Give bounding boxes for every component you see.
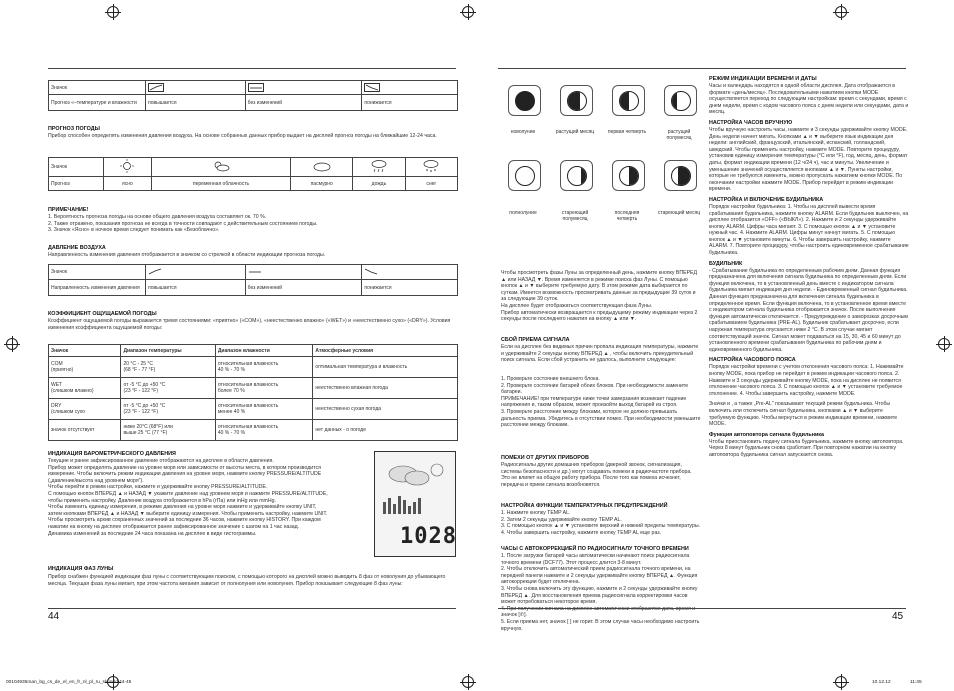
table-label: Значок (49, 81, 146, 95)
table-cell: относительная влажность более 70 % (215, 378, 313, 399)
page-number: 45 (892, 611, 904, 622)
column-header: Значок (49, 345, 121, 357)
column-header: Диапазон температуры (121, 345, 215, 357)
list-item: 1. Нажмите кнопку TEMP AL. (501, 510, 571, 516)
moon-waxing-crescent-icon (560, 85, 593, 116)
list-item: 2. Затем 2 секунды удерживайте кнопку TEMP AL. (501, 516, 622, 523)
temp-alarm-list (501, 510, 701, 536)
bottom-rule (498, 608, 906, 609)
text-line: Чтобы просмотреть архив сохраненных значений за последние 36 часов, нажмите кнопку HISTORY. При каждом (48, 517, 321, 524)
list-item: 5. Если приема нет, значок [ ] не горит. В этом случае часы необходимо настроить вручную. (501, 618, 700, 632)
rain-icon (353, 158, 405, 177)
forecast-table (48, 157, 458, 191)
sun-icon (104, 158, 152, 177)
section-title: ИНДИКАЦИЯ ФАЗ ЛУНЫ (48, 566, 114, 572)
section-title: НАСТРОЙКА ЧАСОВ ВРУЧНУЮ (709, 119, 793, 126)
text-line: Чтобы перейти в режим настройки, нажмите и удерживайте кнопку PRESSURE/ALTITUDE. (48, 484, 268, 491)
moon-phase-label: растущий месяц (555, 129, 595, 135)
paragraph: Чтобы просмотреть фазы Луны за определенный день, нажмите кнопку ВПЕРЕД ▲ или НАЗАД ▼. Время изменяется в режиме поиска фаз Луны. С помощью кнопок ▲ и ▼ выберите требуемую дату. В этом режиме дата выбирается по суткам. Имеется возможность просматривать данные за предыдущие 39 суток и за следующие 39 суток. (501, 270, 698, 303)
list-item: ПРИМЕЧАНИЕ! при температуре ниже точки замерзания возникает падение напряжения и, таким образом, может произойти выход батарей из строя. (501, 395, 687, 409)
section-title: НАСТРОЙКА ФУНКЦИИ ТЕМПЕРАТУРНЫХ ПРЕДУПРЕЖДЕНИЙ (501, 503, 668, 509)
section-title: ДАВЛЕНИЕ ВОЗДУХА (48, 245, 106, 251)
table-cell: относительная влажность 40 % - 70 % (215, 420, 313, 441)
paragraph: Коэффициент ощущаемой погоды выражается тремя состояниями: «приятно» («COM»), «неестественно влажно» («WET») и «неестественно сухо» («DRY»). Условия изменения коэффициента ощущаемой погоды: (48, 318, 451, 331)
comfort-table (48, 344, 458, 441)
table-cell: 20 °C - 25 °C (68 °F - 77 °F) (121, 357, 215, 378)
table-cell: относительная влажность 40 % - 70 % (215, 357, 313, 378)
section-title: НАСТРОЙКА ЧАСОВОГО ПОЯСА (709, 357, 796, 364)
arrow-down-icon (362, 265, 458, 280)
table-label: Прогноз (49, 177, 104, 191)
list-item: 3. Проверьте расстояние между блоками, которое не должно превышать дальность приема. Убедитесь в отсутствии помех. При необходимости уменьшите расстояние между блоками. (501, 408, 701, 429)
table-row (49, 399, 458, 420)
list-item: 2. Проверьте состояние батарей обоих блоков. При необходимости замените батареи. (501, 382, 689, 396)
paragraph: На дисплее будет отображаться соответствующая фаза Луны. (501, 302, 653, 309)
moon-phase-label: растущий полумесяц (666, 129, 692, 141)
section-title: ИНДИКАЦИЯ БАРОМЕТРИЧЕСКОГО ДАВЛЕНИЯ (48, 451, 176, 457)
text-line: Динамика изменений за последние 24 часа показана на дисплее в виде гистограммы. (48, 530, 257, 537)
text-line: Прибор может определять давление на уровне моря или зависимости от высоты места, в котором производится (48, 464, 321, 471)
slug-date: 10.12.12 (872, 680, 891, 685)
moon-phase-instructions (501, 270, 701, 323)
slug-time: 11:45 (910, 680, 922, 685)
table-cell: от -5 °C до +50 °C (23 °F - 122 °F) (121, 399, 215, 420)
table-label: Значок (49, 158, 104, 177)
moon-phase-label: первая четверть (607, 129, 647, 135)
file-slug: 00104935man_bg_cs_de_el_en_fr_nl_pl_ru_sk.indd 44-45 (6, 680, 132, 685)
trend-up-icon (146, 81, 246, 95)
trend-table (48, 80, 458, 111)
moon-new-icon (508, 85, 541, 116)
paragraph: Порядок настройки будильника: 1. Чтобы на дисплей вывести время срабатывания будильника, нажмите кнопку ALARM. Если будильник выключен, на дисплее отобразится «OFF» («ВЫКЛ»). 2. Нажмите и 2 секунды удерживайте кнопку ALARM. Цифры часа мигают. 3. С помощью кнопок ▲ и ▼ установите нужный час. 4. Нажмите ALARM. Цифры минут начнут мигать. 5. С помощью кнопок ▲ и ▼ установите минуты. 6. Чтобы завершить настройку, нажмите ALARM. 7. Повторите процедуру, чтобы настроить единовременное срабатывание будильника. (709, 203, 909, 257)
table-cell: повышается (146, 95, 246, 111)
list-item: 4. Чтобы завершить настройку, нажмите кнопку TEMP AL еще раз. (501, 529, 662, 536)
table-cell: WET (слишком влажно) (49, 378, 121, 399)
section-title: РЕЖИМ ИНДИКАЦИИ ВРЕМЕНИ И ДАТЫ (709, 76, 817, 82)
table-row (49, 420, 458, 441)
text-line: С помощью кнопок ВПЕРЕД ▲ и НАЗАД ▼ укажите давление над уровнем моря и нажмите PRESSURE/ALTITUDE, (48, 490, 328, 497)
paragraph: Радиосигналы других домашних приборов (дверной звонок, сигнализация, системы безопасности и др.) могут создавать помехи в радиочастоте прибора. Это не влияет на общую работу прибора. После того как помеха исчезнет, передача и прием сигнала возобновятся. (501, 462, 692, 488)
text-line: чтобы применить настройку. Давление воздуха отображается в hPa (гПа) или inHg или mmHg. (48, 497, 276, 504)
column-header: Диапазон влажности (215, 345, 313, 357)
moon-phase-label: новолуние (510, 129, 536, 135)
text-line: затем кнопками ВПЕРЕД ▲ и НАЗАД ▼ выберите единицу измерения. Чтобы применить настройку, нажмите UNIT. (48, 510, 328, 517)
paragraph: Прибор снабжен функцией индикации фаз луны с соответствующим поиском, с помощью которого на дисплей можно выводить 8 фаз от новолуния до убывающего месяца. Текущая фаза луны мигает, при этом частота мигания зависит от полнолуния или новолуния. Прибор показывает следующие 8 фаз луны: (48, 574, 446, 587)
bottom-rule (48, 608, 456, 609)
table-cell: нет данных - о погоде (313, 420, 458, 441)
arrow-flat-icon (245, 265, 362, 280)
list-item: 3. С помощью кнопок ▲ и ▼ установите верхний и нижний пределы температуры. (501, 523, 701, 530)
moon-last-quarter-icon (612, 160, 645, 191)
paragraph: Чтобы вручную настроить часы, нажмите и 3 секунды удерживайте кнопку MODE. День недели начнет мигать. Кнопками ▲ и ▼ выберите язык индикации дня недели: английский, французский, итальянский, испанский, голландский, шведский. Чтобы применить настройку, нажмите MODE. Повторите процедуру, установив единицу измерения температуры (°C или °F), год, месяц, день, формат даты, формат индикации времени (12 ч/24 ч), час и минуты. Увеличение и уменьшение значений осуществляется кнопками ▲ и ▼. Пункты настройки, которые не требуются изменять, можно пропускать нажатием кнопки MODE. По окончании настройки нажмите MODE. Прибор перейдет в режим индикации времени. (709, 126, 908, 193)
trend-flat-icon (245, 81, 362, 95)
paragraph: Часы и календарь находятся в одной области дисплея. Дата отображается в формате «день/месяц». Последовательными нажатием кнопки MODE осуществляется переход по следующим настройкам: время с секундами, время с днем недели, время с кодом часового пояса с днем недели или секундами, дата и месяц. (709, 83, 909, 116)
paragraph: Если на дисплее без видимых причин пропала индикация температуры, нажмите и удерживайте 2 секунды кнопку ВПЕРЕД ▲ , чтобы включить принудительный поиск сигнала. Если сбой устранить не удалось, выполните следующее: (501, 344, 699, 364)
table-cell: пасмурно (291, 177, 353, 191)
list-item: 2. Чтобы отключить автоматический прием радиосигнала точного времени, на передней панели нажмите и 2 секунды удерживайте кнопку ВПЕРЕД ▲. Функция автокоррекции будет отключена. (501, 566, 698, 586)
list-item: 4. При получении сигнала на дисплее автоматически отобразятся дата, время и значок [✆]. (501, 605, 696, 619)
section-title: ПОМЕХИ ОТ ДРУГИХ ПРИБОРОВ (501, 455, 589, 461)
table-cell: значок отсутствует (49, 420, 121, 441)
radio-list (501, 553, 701, 632)
table-cell: переменная облачность (151, 177, 290, 191)
list-item: 1. Проверьте состояние внешнего блока. (501, 376, 600, 382)
column-header: Атмосферные условия (313, 345, 458, 357)
table-cell: неестественно сухая погода (313, 399, 458, 420)
table-cell: оптимальная температура и влажность (313, 357, 458, 378)
table-row (49, 378, 458, 399)
section-title: Функция автоповтора сигнала будильника (709, 431, 824, 438)
paragraph: Прибор автоматически возвращается к предыдущему режиму индикации через 2 секунды после последнего нажатия на кнопку ▲ или ▼. (501, 309, 698, 323)
moon-phase-label: последняя четверть (614, 210, 640, 222)
note-title: ПРИМЕЧАНИЕ! (48, 207, 89, 213)
moon-phase-label: стареющий месяц (657, 210, 701, 216)
list-item: 3. Чтобы снова включить эту функцию, нажмите и 2 секунды удерживайте кнопку ВПЕРЕД ▲. Для восстановления приема радиосигнала корректировки часов может потребоваться некоторое время. (501, 585, 698, 606)
moon-waning-crescent-icon (664, 160, 697, 191)
moon-waning-gibbous-icon (560, 160, 593, 191)
table-cell: дождь (353, 177, 405, 191)
signal-list (501, 376, 701, 429)
pressure-table (48, 264, 458, 296)
snow-icon (405, 158, 457, 177)
table-cell: понижается (362, 280, 458, 296)
table-cell: DRY (слишком сухо (49, 399, 121, 420)
table-cell: без изменений (245, 95, 362, 111)
table-cell: относительная влажность менее 40 % (215, 399, 313, 420)
right-page (477, 0, 954, 691)
moon-first-quarter-icon (612, 85, 645, 116)
table-cell: от -5 °C до +50 °C (23 °F - 122 °F) (121, 378, 215, 399)
moon-phase-label: полнолуние (509, 210, 537, 216)
table-cell: без изменений (245, 280, 362, 296)
text-line: измерение. Чтобы включить режим индикации давления на уровне моря, нажмите кнопку PRESSURE/ALTITUDE (48, 471, 322, 478)
right-column (709, 76, 909, 459)
moon-phase-label: стареющий полумесяц (561, 210, 589, 222)
section-title: ЧАСЫ С АВТОКОРРЕКЦИЕЙ ПО РАДИОСИГНАЛУ ТОЧНОГО ВРЕМЕНИ (501, 546, 689, 552)
paragraph: Значки и , а также „Pre-AL" показывают текущий режим будильника. Чтобы включить или отключить сигнал будильника, кнопками ▲ и ▼ выберите требуемую функцию. Чтобы вернуться в режим индикации времени, нажмите MODE. (709, 401, 898, 428)
text-line: Текущие и ранее зафиксированное давление отображаются на дисплее в области давления. (48, 458, 274, 464)
table-row (49, 357, 458, 378)
section-title: ПРОГНОЗ ПОГОДЫ (48, 126, 100, 132)
paragraph: Направленность изменения давления отображается в значком со стрелкой в области индикации прогноза погоды. (48, 252, 326, 258)
table-cell: ясно (104, 177, 152, 191)
moon-waxing-gibbous-icon (664, 85, 697, 116)
note-list (48, 214, 453, 234)
table-label: Значок (49, 265, 146, 280)
moon-full-icon (508, 160, 541, 191)
paragraph: Чтобы приостановить подачу сигнала будильника, нажмите кнопку автоповтора. Через 8 минут будильник снова сработает. При повторном нажатии на кнопку автоповтора будильника сигнал запускается снова. (709, 438, 904, 458)
section-title: КОЭФФИЦИЕНТ ОЩУЩАЕМОЙ ПОГОДЫ (48, 311, 157, 317)
trend-down-icon (362, 81, 458, 95)
list-item: 1. После загрузки батарей часы автоматически начинают поиск радиосигнала точного времени (DCF77). Этот процесс длится 3-8 минут. (501, 553, 690, 566)
list-item: 2. Также отражено, показания прогноза не всегда в точности совпадают с действительным состоянием погоды. (48, 220, 318, 227)
section-title: НАСТРОЙКА И ВКЛЮЧЕНИЕ БУДИЛЬНИКА (709, 196, 824, 203)
list-item: 1. Вероятность прогноза погоды на основе общего давления воздуха составляет ок. 70 %. (48, 214, 267, 220)
section-title: СБОЙ ПРИЕМА СИГНАЛА (501, 337, 570, 343)
table-cell: неестественно влажная погода (313, 378, 458, 399)
list-item: 3. Значок «Ясно» в ночное время следует понимать как «Безоблачно». (48, 227, 220, 234)
section-title: БУДИЛЬНИК (709, 260, 743, 267)
text-line: нажатии на кнопку на дисплее отображается ранее зафиксированное значение с шагом на 1 час назад. (48, 523, 300, 530)
paragraph: Порядок настройки времени с учетом отклонения часового пояса: 1. Нажимайте кнопку MODE, пока прибор не перейдет в режим индикации часового пояса. 2. Нажмите и 3 секунды удерживайте кнопку MODE, пока на дисплее не появится отклонение часового пояса. 3. С помощью кнопок ▲ и ▼ установите требуемое отклонение. 4. Чтобы завершить настройку, нажмите MODE. (709, 364, 904, 397)
cloudy-icon (291, 158, 353, 177)
table-cell: повышается (146, 280, 246, 296)
baro-text (48, 458, 370, 537)
paragraph: - Срабатывание будильника по определенным рабочим дням. Данная функция предназначена для включения сигнала будильника по определенным дням. Если функция включена, то в установленный день вместе с индикатором сигнала будильника мигает индикация дня недели. - Единовременный сигнал будильника. Данная функция предназначена для включения сигнала будильника в определенное время. Если функция включена, то в установленное время вместе с индикатором сигнала будильника отображается значок. После выполнения функция автоматически отключается. - Предупреждение о заморозках досрочным срабатыванием будильника (PRE-AL). Будильник срабатывает досрочно, если наружная температура опускается ниже 2 °C. В этом случае мигает соответствующий значок. Сигнал может подаваться на 15, 30, 45 и 60 минут до установленного времени срабатывания будильника по рабочим дням и единовременного будильника. (709, 267, 908, 353)
arrow-up-icon (146, 265, 246, 280)
table-label: Направленность изменения давления (49, 280, 146, 296)
text-line: Чтобы изменить единицу измерения, в режиме давления на уровне моря нажмите и удерживайте кнопку UNIT, (48, 504, 317, 511)
paragraph: Прибор способен определять изменения давления воздуха. На основе собранных данных прибор выдает на дисплей прогноз погоды на ближайшие 12-24 часа. (48, 133, 437, 139)
page-number: 44 (48, 611, 60, 622)
table-cell: ниже 20°C (68°F) или выше 25 °C (77 °F) (121, 420, 215, 441)
table-label: Прогноз «–температуре и влажности (49, 95, 146, 111)
table-cell: снег (405, 177, 457, 191)
partly-cloudy-icon (151, 158, 290, 177)
table-cell: COM (приятно) (49, 357, 121, 378)
table-cell: понижается (362, 95, 458, 111)
lcd-digits: 1028 (400, 524, 457, 549)
text-line: („давление/высота над уровнем моря"). (48, 477, 144, 484)
